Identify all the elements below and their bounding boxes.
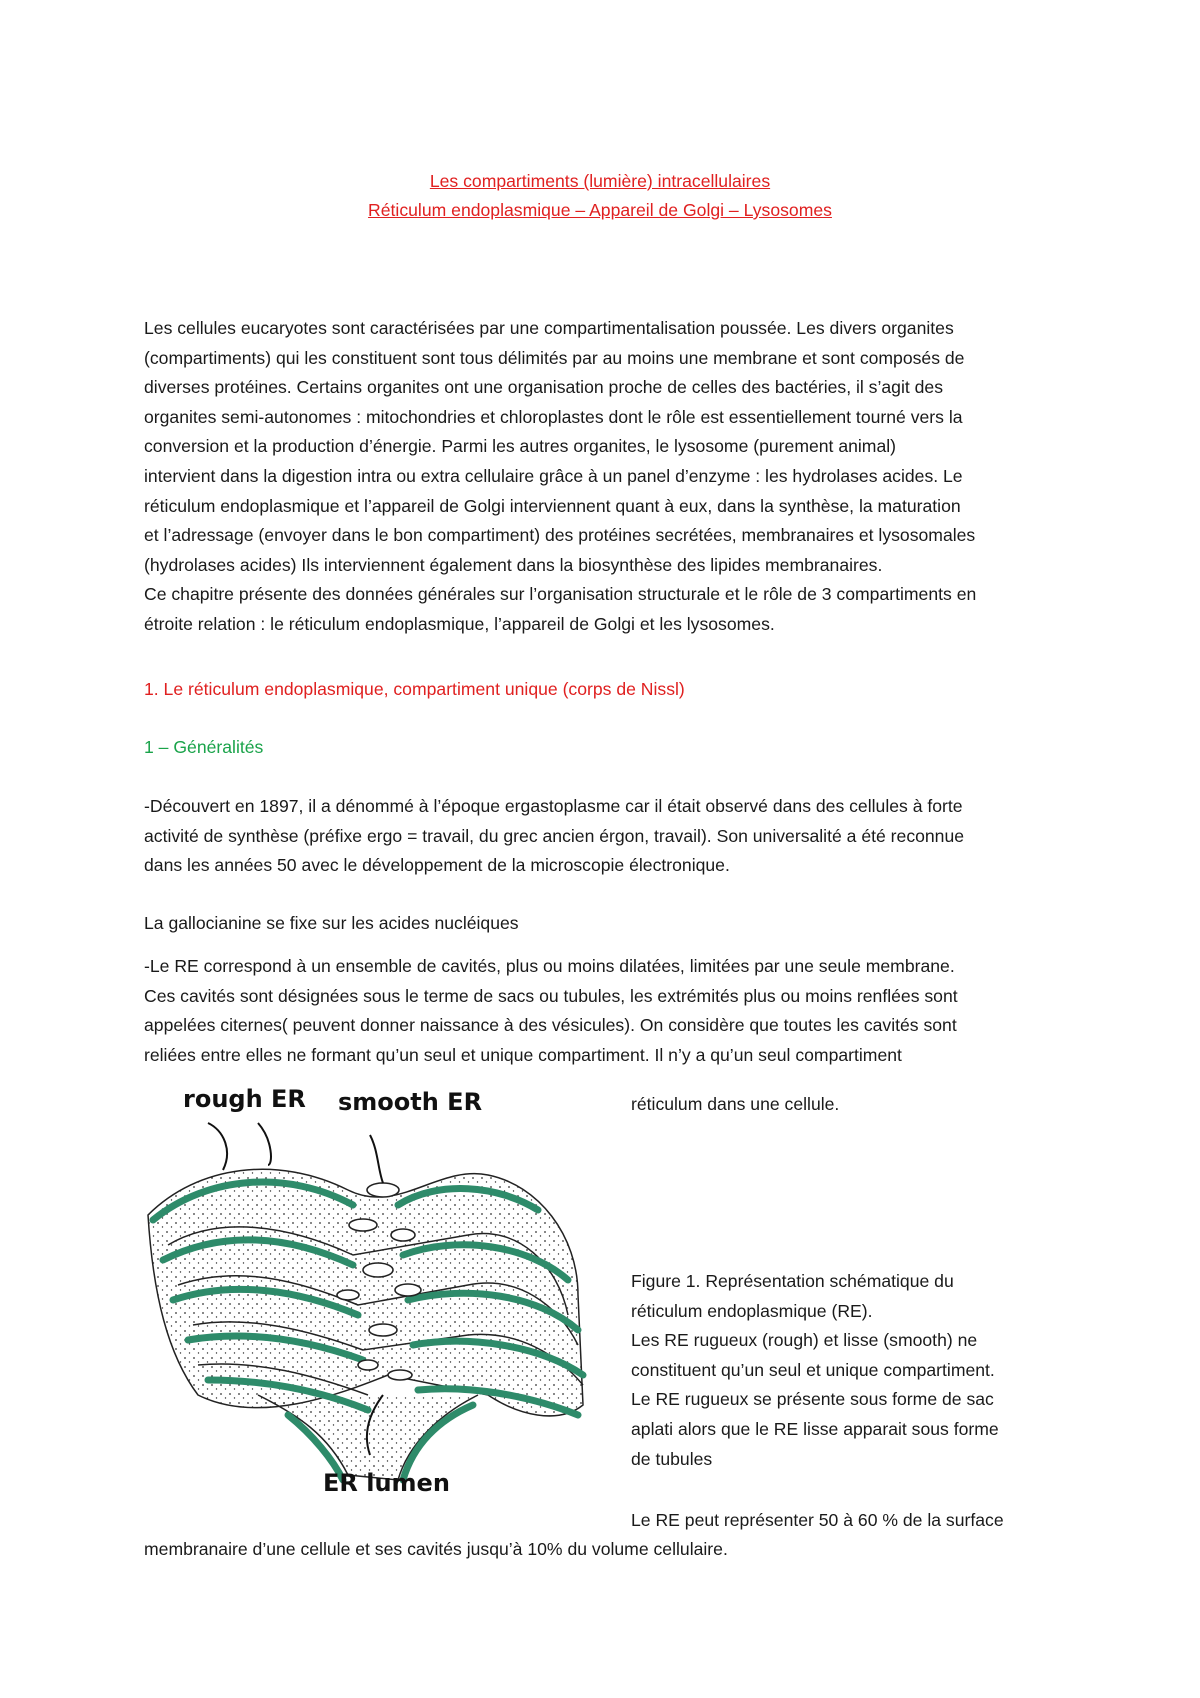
document-title: Les compartiments (lumière) intracellulaires	[429, 171, 771, 191]
text-line: organites semi-autonomes : mitochondries et chloroplastes dont le rôle est essentiellement tourné vers la	[144, 406, 963, 427]
text-line: réticulum endoplasmique et l’appareil de Golgi interviennent quant à eux, dans la synthèse, la maturation	[144, 495, 961, 516]
re-paragraph-end: réticulum dans une cellule.	[631, 1094, 840, 1114]
er-illustration	[138, 1095, 610, 1507]
rough-er-label: rough ER	[183, 1085, 306, 1113]
text-line: étroite relation : le réticulum endoplasmique, l’appareil de Golgi et les lysosomes.	[144, 613, 775, 634]
section-heading: 1. Le réticulum endoplasmique, compartiment unique (corps de Nissl)	[144, 679, 685, 699]
er-lumen-label: ER lumen	[323, 1469, 450, 1497]
text-line: -Découvert en 1897, il a dénommé à l’époque ergastoplasme car il était observé dans des cellules à forte	[144, 796, 963, 816]
caption-line: Le RE rugueux se présente sous forme de sac	[631, 1389, 994, 1410]
text-line: Les cellules eucaryotes sont caractérisées par une compartimentalisation poussée. Les divers organites	[144, 318, 954, 338]
text-line: Ces cavités sont désignées sous le terme de sacs ou tubules, les extrémités plus ou moins renflées sont	[144, 985, 958, 1006]
text-line: et l’adressage (envoyer dans le bon compartiment) des protéines secrétées, membranaires et lysosomales	[144, 525, 976, 546]
text-line: Ce chapitre présente des données générales sur l’organisation structurale et le rôle de 3 compartiments en	[144, 584, 977, 605]
text-line: dans les années 50 avec le développement de la microscopie électronique.	[144, 855, 730, 876]
gallocyanine-paragraph: La gallocianine se fixe sur les acides nucléiques	[144, 913, 519, 933]
intro-paragraph	[144, 314, 1060, 640]
caption-line: aplati alors que le RE lisse apparait sous forme	[631, 1418, 999, 1439]
text-line: (compartiments) qui les constituent sont tous délimités par au moins une membrane et sont composés de	[144, 347, 965, 368]
closing-line-2: membranaire d’une cellule et ses cavités jusqu’à 10% du volume cellulaire.	[144, 1539, 728, 1559]
figure-caption	[631, 1267, 1071, 1474]
subsection-heading: 1 – Généralités	[144, 737, 264, 757]
caption-line: constituent qu’un seul et unique compartiment.	[631, 1359, 995, 1380]
text-line: conversion et la production d’énergie. Parmi les autres organites, le lysosome (purement animal)	[144, 436, 897, 457]
text-line: -Le RE correspond à un ensemble de cavités, plus ou moins dilatées, limitées par une seule membrane.	[144, 956, 955, 976]
rough-er-sheets	[148, 1169, 583, 1480]
caption-line: Les RE rugueux (rough) et lisse (smooth) ne	[631, 1330, 978, 1351]
discovery-paragraph	[144, 792, 1060, 881]
caption-line: Figure 1. Représentation schématique du	[631, 1271, 954, 1291]
text-line: (hydrolases acides) Ils interviennent également dans la biosynthèse des lipides membranaires.	[144, 554, 883, 575]
closing-line-1: Le RE peut représenter 50 à 60 % de la surface	[631, 1510, 1004, 1530]
text-line: diverses protéines. Certains organites ont une organisation proche de celles des bactéries, il s’agit des	[144, 377, 944, 398]
caption-line: réticulum endoplasmique (RE).	[631, 1300, 873, 1321]
er-figure	[138, 1085, 610, 1507]
caption-line: de tubules	[631, 1448, 713, 1469]
text-line: appelées citernes( peuvent donner naissance à des vésicules). On considère que toutes les cavités sont	[144, 1015, 957, 1036]
re-paragraph	[144, 952, 1060, 1070]
smooth-er-label: smooth ER	[338, 1088, 483, 1116]
document-subtitle: Réticulum endoplasmique – Appareil de Golgi – Lysosomes	[368, 200, 832, 220]
text-line: reliées entre elles ne formant qu’un seul et unique compartiment. Il n’y a qu’un seul compartiment	[144, 1044, 902, 1065]
text-line: activité de synthèse (préfixe ergo = travail, du grec ancien érgon, travail). Son universalité a été reconnue	[144, 825, 965, 846]
text-line: intervient dans la digestion intra ou extra cellulaire grâce à un panel d’enzyme : les hydrolases acides. Le	[144, 465, 963, 486]
